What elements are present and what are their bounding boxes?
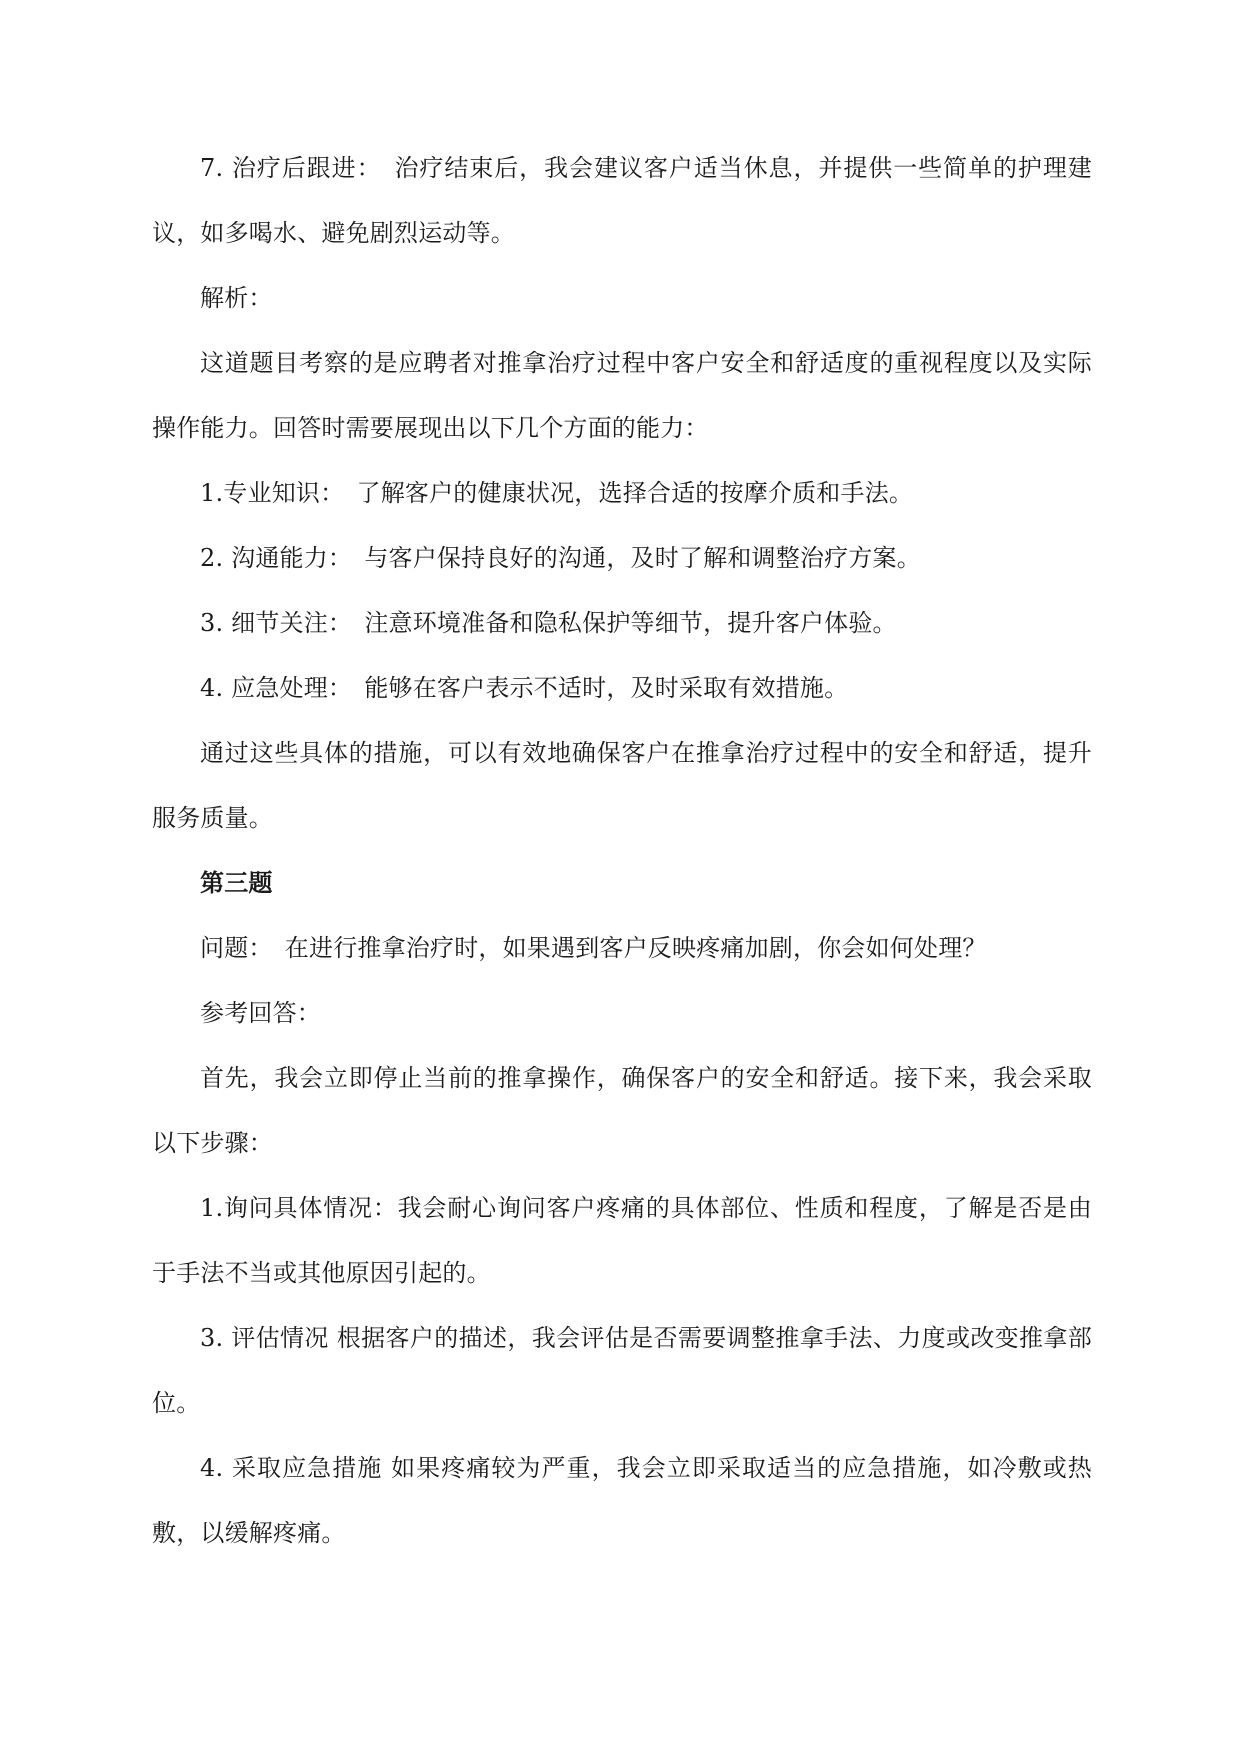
list-item-detail-attention: 3. 细节关注： 注意环境准备和隐私保护等细节，提升客户体验。 (200, 609, 897, 637)
paragraph-reference-label: 参考回答： (200, 999, 321, 1027)
list-item-professional-knowledge: 1.专业知识： 了解客户的健康状况，选择合适的按摩介质和手法。 (200, 479, 914, 507)
section-heading: 第三题 (200, 869, 273, 897)
paragraph-analysis-body: 这道题目考察的是应聘者对推拿治疗过程中客户安全和舒适度的重视程度以及实际操作能力。回答时需要展现出以下几个方面的能力： (152, 349, 1092, 442)
list-item-emergency-measures: 4. 采取应急措施 如果疼痛较为严重，我会立即采取适当的应急措施，如冷敷或热敷，以缓解疼痛。 (152, 1454, 1092, 1547)
paragraph-analysis-label: 解析： (200, 284, 273, 312)
list-item-inquire: 1.询问具体情况：我会耐心询问客户疼痛的具体部位、性质和程度，了解是否是由于手法不当或其他原因引起的。 (152, 1194, 1092, 1287)
list-item-communication: 2. 沟通能力： 与客户保持良好的沟通，及时了解和调整治疗方案。 (200, 544, 921, 572)
paragraph-answer-intro: 首先，我会立即停止当前的推拿操作，确保客户的安全和舒适。接下来，我会采取以下步骤： (152, 1064, 1092, 1157)
paragraph-follow-up: 7. 治疗后跟进： 治疗结束后，我会建议客户适当休息，并提供一些简单的护理建议，如多喝水、避免剧烈运动等。 (152, 154, 1092, 247)
paragraph-summary: 通过这些具体的措施，可以有效地确保客户在推拿治疗过程中的安全和舒适，提升服务质量。 (152, 739, 1092, 832)
list-item-evaluate: 3. 评估情况 根据客户的描述，我会评估是否需要调整推拿手法、力度或改变推拿部位。 (152, 1324, 1092, 1417)
paragraph-question: 问题： 在进行推拿治疗时，如果遇到客户反映疼痛加剧，你会如何处理？ (200, 934, 987, 962)
list-item-emergency-handling: 4. 应急处理： 能够在客户表示不适时，及时采取有效措施。 (200, 674, 849, 702)
